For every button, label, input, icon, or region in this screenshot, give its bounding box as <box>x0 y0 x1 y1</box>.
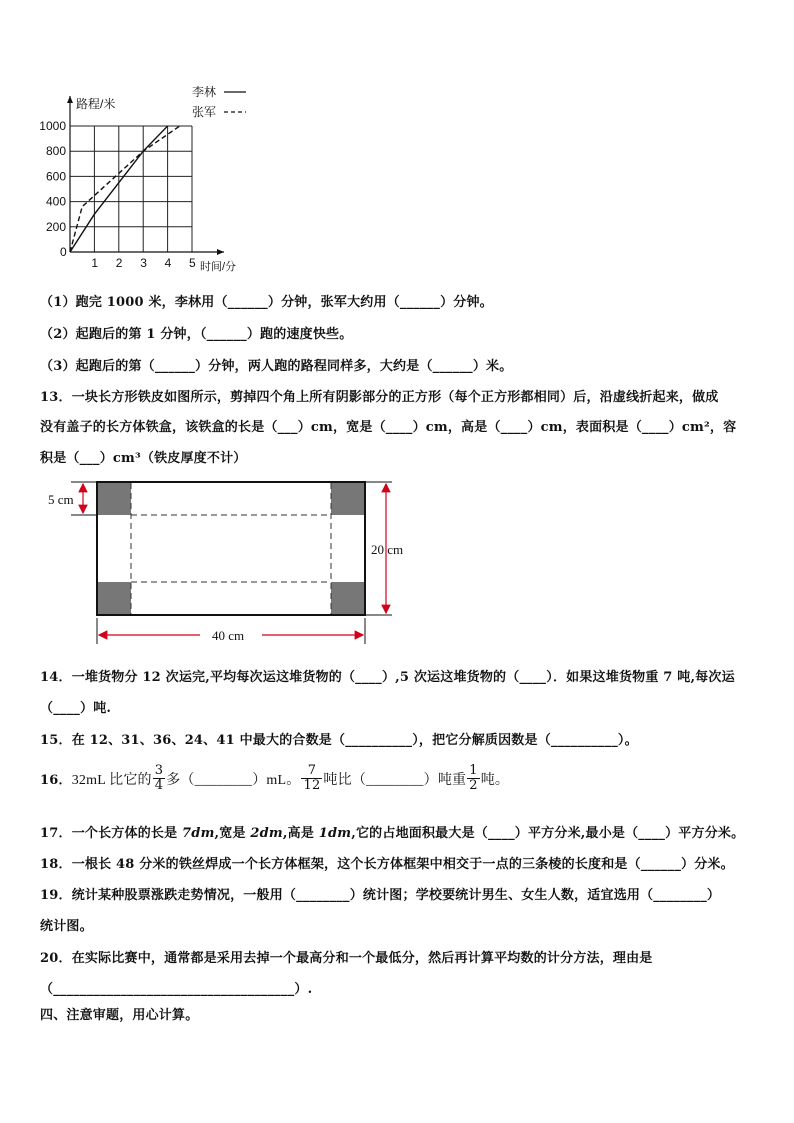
label-20cm: 20 cm <box>371 542 404 557</box>
y-tick-label-1000: 1000 <box>39 119 66 133</box>
q14-line1: 14．一堆货物分 12 次运完,平均每次运这堆货物的（____）,5 次运这堆货物的（____）．如果这堆货物重 7 吨,每次运 <box>40 670 735 685</box>
corner-square-bottom-left <box>98 582 131 614</box>
x-tick-label-3: 3 <box>140 256 147 270</box>
chart-series <box>70 126 180 252</box>
q12-part2: （2）起跑后的第 1 分钟，（______）跑的速度快些。 <box>40 327 353 342</box>
q16-part2: 多（________）mL。 <box>166 772 301 788</box>
y-tick-label-200: 200 <box>45 219 66 234</box>
corner-square-bottom-right <box>331 582 364 614</box>
q16-number: 16． <box>40 773 72 788</box>
q12-part1: （1）跑完 1000 米，李林用（______）分钟，张军大约用（______）分钟。 <box>40 295 493 310</box>
q17: 17．一个长方体的长是 7dm,宽是 2dm,高是 1dm,它的占地面积最大是（____）平方分米,最小是（____）平方分米。 <box>40 826 745 841</box>
q16-part1: 32mL 比它的 <box>71 772 152 788</box>
x-tick-label-0: 0 <box>60 245 67 259</box>
q14-line2: （____）吨. <box>40 701 112 716</box>
x-tick-label-2: 2 <box>115 256 123 270</box>
y-axis-arrow <box>67 96 73 103</box>
q20-line1: 20．在实际比赛中，通常都是采用去掉一个最高分和一个最低分，然后再计算平均数的计分方法，理由是 <box>40 951 653 966</box>
corner-square-top-left <box>98 483 131 515</box>
q12-part3: （3）起跑后的第（______）分钟，两人跑的路程同样多，大约是（______）米。 <box>40 359 513 374</box>
q13-figure <box>40 470 420 650</box>
q13-line3: 积是（___）cm³（铁皮厚度不计） <box>40 451 247 466</box>
y-tick-label-800: 800 <box>45 144 66 159</box>
q16-fraction-7-12: $\frac{7}{12}$ <box>303 763 321 793</box>
q15: 15．在 12、31、36、24、41 中最大的合数是（__________），把它分解质因数是（__________）。 <box>40 733 638 748</box>
legend-label-0: 李林 <box>192 85 217 99</box>
y-axis-title: 路程/米 <box>76 97 116 111</box>
label-40cm: 40 cm <box>212 628 245 643</box>
q13-line1: 13．一块长方形铁皮如图所示，剪掉四个角上所有阴影部分的正方形（每个正方形都相同）后，沿虚线折起来，做成 <box>40 390 719 405</box>
x-tick-label-1: 1 <box>91 256 99 270</box>
q16-fraction-1-2: $\frac{1}{2}$ <box>469 763 478 793</box>
q16 <box>40 764 509 793</box>
x-tick-label-5: 5 <box>189 256 196 270</box>
legend-label-1: 张军 <box>192 105 217 119</box>
q13-line2: 没有盖子的长方体铁盒，该铁盒的长是（___）cm，宽是（____）cm，高是（____）cm，表面积是（____）cm²，容 <box>40 420 737 435</box>
x-axis-title: 时间/分 <box>200 261 237 273</box>
chart-grid <box>70 126 192 252</box>
q19-line1: 19．统计某种股票涨跌走势情况，一般用（________）统计图；学校要统计男生、女生人数，适宜选用（________） <box>40 888 721 903</box>
chart-axes <box>67 96 224 255</box>
corner-square-top-right <box>331 483 364 515</box>
q20-line2: （____________________________________）. <box>40 982 313 997</box>
x-tick-label-4: 4 <box>164 256 172 270</box>
fold-lines <box>131 483 331 614</box>
sheet-outline <box>97 482 365 615</box>
section-4-heading: 四、注意审题，用心计算。 <box>40 1008 199 1023</box>
x-axis-arrow <box>217 249 224 255</box>
q18: 18．一根长 48 分米的铁丝焊成一个长方体框架，这个长方体框架中相交于一点的三条棱的长度和是（______）分米。 <box>40 857 734 872</box>
series-line-1 <box>70 126 180 252</box>
y-tick-label-600: 600 <box>45 169 66 184</box>
label-5cm: 5 cm <box>48 492 74 507</box>
q16-part3: 吨比（________）吨重 <box>323 772 467 788</box>
q16-fraction-3-4: $\frac{3}{4}$ <box>154 763 164 793</box>
distance-time-chart <box>30 82 260 277</box>
y-tick-label-400: 400 <box>45 194 66 209</box>
q19-line2: 统计图。 <box>40 919 93 934</box>
q16-part4: 吨。 <box>480 772 510 788</box>
